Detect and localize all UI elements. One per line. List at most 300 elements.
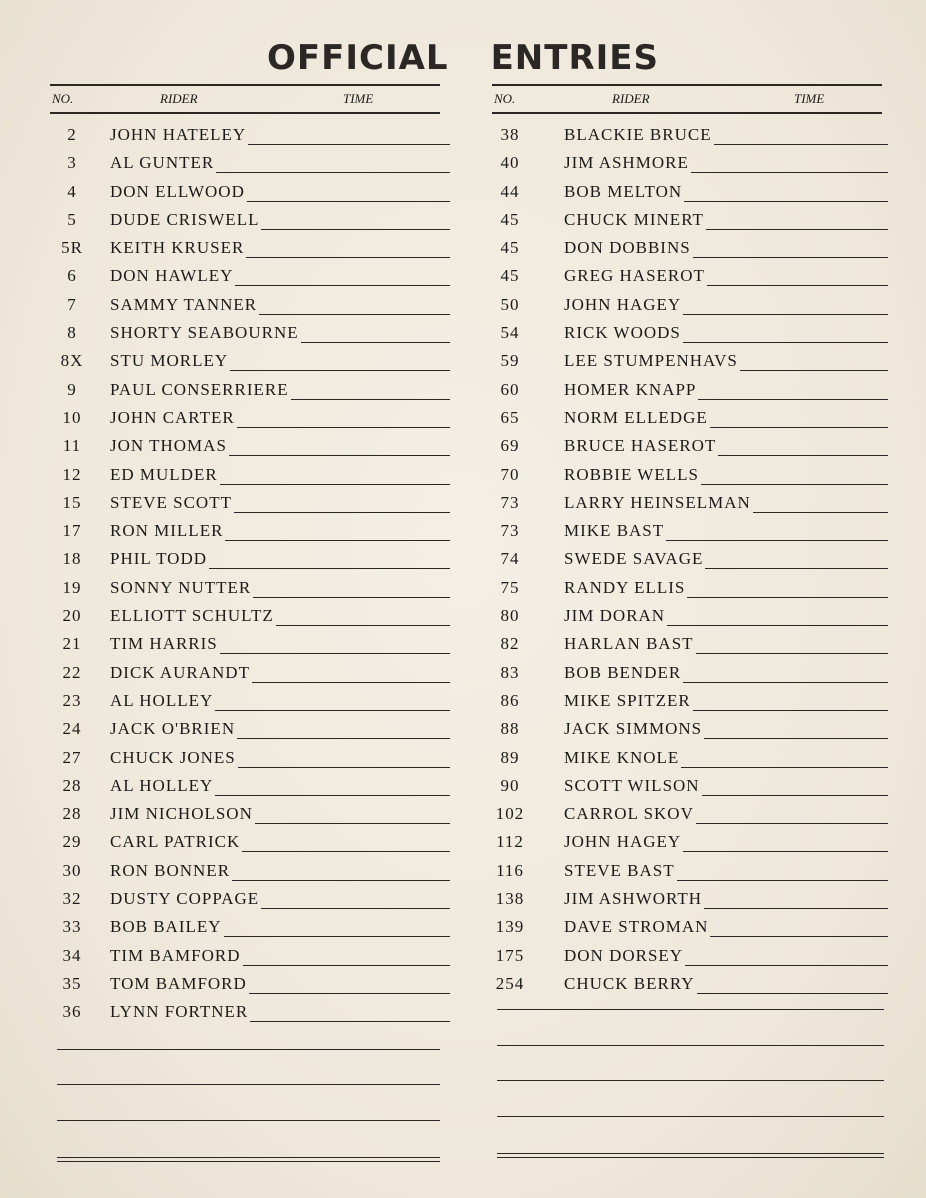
entry-line: [564, 832, 888, 852]
entry-line: [110, 210, 450, 230]
rider-name: GREG HASEROT: [564, 266, 705, 286]
entry-row: [492, 292, 882, 320]
time-blank: [681, 753, 888, 768]
entry-number: 33: [62, 917, 82, 937]
time-blank: [220, 639, 450, 654]
entry-number: 36: [62, 1002, 82, 1022]
time-blank: [220, 470, 450, 485]
entry-number: 80: [500, 606, 520, 626]
entry-line: [110, 408, 450, 428]
rider-name: STU MORLEY: [110, 351, 229, 371]
entry-number: 22: [62, 662, 82, 682]
entry-number: 28: [62, 804, 82, 824]
rider-name: AL HOLLEY: [110, 775, 214, 795]
entry-line: [110, 889, 450, 909]
entry-line: [110, 861, 450, 881]
entry-line: [564, 663, 888, 683]
entry-line: [110, 634, 450, 654]
rider-name: DON ELLWOOD: [110, 181, 245, 201]
time-blank: [685, 951, 888, 966]
header-rider: RIDER: [160, 91, 198, 106]
entry-row: [492, 631, 882, 659]
rider-name: PHIL TODD: [110, 549, 207, 569]
rider-name: CHUCK BERRY: [564, 973, 695, 993]
blank-entry-line: [57, 1084, 440, 1085]
time-blank: [702, 781, 888, 796]
entry-line: [110, 295, 450, 315]
rider-name: BLACKIE BRUCE: [564, 125, 712, 144]
entry-row: [50, 405, 440, 433]
entry-row: [50, 999, 440, 1027]
entry-number: 50: [500, 294, 520, 314]
entry-number: 138: [495, 889, 525, 909]
entry-row: [492, 801, 882, 829]
entry-line: [110, 1002, 450, 1022]
entry-number: 18: [62, 549, 82, 569]
entry-number: 86: [500, 690, 520, 710]
rider-name: SONNY NUTTER: [110, 577, 252, 597]
entry-line: [110, 974, 450, 994]
entry-row: [50, 886, 440, 914]
entry-number: 30: [62, 860, 82, 880]
rider-name: CARL PATRICK: [110, 832, 241, 852]
entry-row: [50, 603, 440, 631]
entry-row: [492, 490, 882, 518]
header-no: NO.: [494, 91, 516, 106]
time-blank: [687, 583, 888, 598]
time-blank: [253, 583, 450, 598]
entry-row: [50, 433, 440, 461]
rider-name: DICK AURANDT: [110, 662, 250, 682]
entry-line: [564, 465, 888, 485]
entry-number: 5R: [61, 238, 83, 258]
entry-line: [564, 889, 888, 909]
rider-name: JIM ASHMORE: [564, 153, 689, 173]
rider-name: JIM DORAN: [564, 606, 666, 626]
rider-name: SCOTT WILSON: [564, 775, 700, 795]
time-blank: [259, 300, 450, 315]
header-no: NO.: [52, 91, 74, 106]
time-blank: [704, 724, 888, 739]
entry-line: [564, 634, 888, 654]
entry-row: [492, 348, 882, 376]
rider-name: JIM ASHWORTH: [564, 889, 703, 909]
time-blank: [691, 158, 888, 173]
entry-row: [492, 716, 882, 744]
entry-number: 73: [500, 492, 520, 512]
entry-row: [50, 320, 440, 348]
time-blank: [696, 639, 888, 654]
entry-number: 10: [62, 407, 82, 427]
time-blank: [714, 130, 888, 145]
rider-name: STEVE BAST: [564, 860, 675, 880]
entry-row: [492, 745, 882, 773]
entry-line: [564, 719, 888, 739]
entry-row: [492, 150, 882, 178]
entry-number: 44: [500, 181, 520, 201]
entry-number: 65: [500, 407, 520, 427]
entries-column-left: [50, 84, 440, 1022]
entry-line: [564, 748, 888, 768]
rider-name: AL HOLLEY: [110, 690, 214, 710]
rider-name: BOB BENDER: [564, 662, 682, 682]
entry-number: 90: [500, 775, 520, 795]
entry-number: 69: [500, 436, 520, 456]
header-rider: RIDER: [612, 91, 650, 106]
entry-row: [492, 858, 882, 886]
entry-row: [50, 660, 440, 688]
time-blank: [242, 837, 450, 852]
time-blank: [261, 215, 450, 230]
entry-number: 9: [67, 379, 77, 399]
rider-name: RON MILLER: [110, 521, 224, 541]
rider-name: HARLAN BAST: [564, 634, 694, 654]
entries-list-left: [50, 122, 440, 1028]
double-rule: [57, 1157, 440, 1162]
time-blank: [215, 696, 450, 711]
entry-line: [110, 578, 450, 598]
entry-row: [50, 858, 440, 886]
rider-name: RANDY ELLIS: [564, 577, 686, 597]
rider-name: TOM BAMFORD: [110, 973, 247, 993]
column-header: [50, 84, 440, 114]
entry-row: [50, 546, 440, 574]
entry-row: [50, 235, 440, 263]
entry-row: [50, 179, 440, 207]
column-header: [492, 84, 882, 114]
entry-number: 8: [67, 323, 77, 343]
rider-name: MIKE KNOLE: [564, 747, 680, 767]
time-blank: [230, 356, 450, 371]
rider-name: DON HAWLEY: [110, 266, 234, 286]
entry-number: 3: [67, 153, 77, 173]
entry-line: [110, 521, 450, 541]
entry-line: [564, 182, 888, 202]
entry-line: [564, 946, 888, 966]
time-blank: [683, 668, 888, 683]
rider-name: DUDE CRISWELL: [110, 209, 260, 229]
entry-number: 23: [62, 690, 82, 710]
entry-row: [492, 263, 882, 291]
time-blank: [693, 243, 888, 258]
entry-row: [492, 179, 882, 207]
rider-name: JON THOMAS: [110, 436, 227, 456]
entry-line: [110, 465, 450, 485]
entry-row: [50, 292, 440, 320]
rider-name: JACK O'BRIEN: [110, 719, 236, 739]
rider-name: ROBBIE WELLS: [564, 464, 699, 484]
entry-line: [564, 266, 888, 286]
entry-row: [492, 235, 882, 263]
entry-number: 15: [62, 492, 82, 512]
entry-line: [564, 917, 888, 937]
rider-name: MIKE SPITZER: [564, 690, 691, 710]
entry-row: [492, 886, 882, 914]
rider-name: RICK WOODS: [564, 323, 681, 343]
entry-row: [492, 122, 882, 150]
entry-line: [564, 804, 888, 824]
entry-number: 32: [62, 889, 82, 909]
time-blank: [693, 696, 888, 711]
rider-name: DON DORSEY: [564, 945, 684, 965]
time-blank: [238, 753, 450, 768]
rider-name: SHORTY SEABOURNE: [110, 323, 299, 343]
title-word-official: OFFICIAL: [266, 38, 449, 78]
entry-row: [50, 829, 440, 857]
time-blank: [683, 300, 888, 315]
time-blank: [215, 781, 450, 796]
rider-name: BOB MELTON: [564, 181, 683, 201]
entry-line: [110, 436, 450, 456]
time-blank: [706, 215, 888, 230]
rider-name: BRUCE HASEROT: [564, 436, 717, 456]
entry-number: 83: [500, 662, 520, 682]
entry-line: [110, 266, 450, 286]
entry-number: 73: [500, 521, 520, 541]
time-blank: [237, 724, 450, 739]
entry-number: 82: [500, 634, 520, 654]
entry-line: [110, 153, 450, 173]
entry-number: 89: [500, 747, 520, 767]
rider-name: CHUCK MINERT: [564, 209, 704, 229]
entry-line: [110, 663, 450, 683]
entry-line: [110, 380, 450, 400]
entry-row: [492, 433, 882, 461]
rider-name: JOHN CARTER: [110, 407, 235, 427]
rider-name: SWEDE SAVAGE: [564, 549, 704, 569]
time-blank: [246, 243, 450, 258]
rider-name: LARRY HEINSELMAN: [564, 492, 751, 512]
entry-line: [564, 351, 888, 371]
entry-row: [50, 971, 440, 999]
time-blank: [684, 187, 888, 202]
rider-name: ED MULDER: [110, 464, 218, 484]
entry-number: 24: [62, 719, 82, 739]
entry-line: [110, 606, 450, 626]
time-blank: [237, 413, 450, 428]
entry-row: [50, 263, 440, 291]
rider-name: ELLIOTT SCHULTZ: [110, 606, 274, 626]
entry-row: [50, 745, 440, 773]
entry-line: [564, 380, 888, 400]
entry-row: [50, 490, 440, 518]
entry-line: [110, 719, 450, 739]
entry-line: [110, 748, 450, 768]
entry-number: 75: [500, 577, 520, 597]
entry-number: 7: [67, 294, 77, 314]
rider-name: BOB BAILEY: [110, 917, 222, 937]
entry-line: [110, 832, 450, 852]
entry-row: [50, 914, 440, 942]
entry-line: [110, 351, 450, 371]
entry-row: [50, 348, 440, 376]
time-blank: [667, 611, 888, 626]
entry-number: 4: [67, 181, 77, 201]
entry-number: 20: [62, 606, 82, 626]
rider-name: JOHN HAGEY: [564, 832, 682, 852]
time-blank: [701, 470, 888, 485]
entry-number: 139: [495, 917, 525, 937]
time-blank: [276, 611, 450, 626]
entry-number: 88: [500, 719, 520, 739]
time-blank: [697, 979, 889, 994]
entry-line: [564, 436, 888, 456]
entry-number: 6: [67, 266, 77, 286]
entry-line: [564, 776, 888, 796]
entry-row: [50, 943, 440, 971]
entry-row: [50, 518, 440, 546]
entry-row: [50, 575, 440, 603]
entry-row: [50, 801, 440, 829]
time-blank: [225, 526, 450, 541]
time-blank: [698, 385, 888, 400]
entry-number: 21: [62, 634, 82, 654]
blank-entry-line: [497, 1009, 884, 1010]
entry-row: [492, 829, 882, 857]
entry-row: [492, 943, 882, 971]
entry-line: [110, 804, 450, 824]
entry-line: [564, 549, 888, 569]
rider-name: LYNN FORTNER: [110, 1002, 249, 1022]
blank-entry-line: [57, 1120, 440, 1121]
time-blank: [261, 894, 450, 909]
time-blank: [710, 922, 888, 937]
entry-row: [50, 688, 440, 716]
entry-number: 28: [62, 775, 82, 795]
double-rule: [497, 1153, 884, 1158]
entry-row: [492, 914, 882, 942]
time-blank: [666, 526, 888, 541]
entry-number: 112: [496, 832, 524, 852]
time-blank: [710, 413, 888, 428]
time-blank: [704, 894, 888, 909]
rider-name: PAUL CONSERRIERE: [110, 379, 289, 399]
entry-line: [564, 493, 888, 513]
entry-row: [50, 150, 440, 178]
rider-name: RON BONNER: [110, 860, 231, 880]
entry-number: 254: [495, 973, 525, 993]
entry-line: [564, 153, 888, 173]
entry-number: 12: [62, 464, 82, 484]
rider-name: HOMER KNAPP: [564, 379, 697, 399]
time-blank: [235, 271, 450, 286]
entry-line: [110, 946, 450, 966]
entry-row: [50, 773, 440, 801]
entry-row: [492, 518, 882, 546]
entry-line: [564, 521, 888, 541]
entry-line: [564, 238, 888, 258]
rider-name: JOHN HAGEY: [564, 294, 682, 314]
time-blank: [740, 356, 888, 371]
rider-name: CHUCK JONES: [110, 747, 236, 767]
entry-row: [492, 773, 882, 801]
time-blank: [683, 328, 888, 343]
entry-line: [564, 606, 888, 626]
entry-number: 175: [495, 945, 525, 965]
entry-line: [564, 578, 888, 598]
entry-number: 8X: [60, 351, 84, 371]
entry-line: [564, 295, 888, 315]
rider-name: DON DOBBINS: [564, 238, 691, 258]
entry-line: [564, 974, 888, 994]
entry-row: [50, 377, 440, 405]
entry-row: [50, 462, 440, 490]
time-blank: [291, 385, 450, 400]
entry-line: [110, 917, 450, 937]
time-blank: [243, 951, 451, 966]
entry-row: [492, 377, 882, 405]
page-title: [0, 38, 926, 78]
time-blank: [255, 809, 450, 824]
time-blank: [252, 668, 450, 683]
rider-name: DAVE STROMAN: [564, 917, 709, 937]
blank-entry-line: [57, 1049, 440, 1050]
entry-row: [492, 462, 882, 490]
entry-line: [564, 861, 888, 881]
time-blank: [209, 554, 450, 569]
time-blank: [753, 498, 888, 513]
rider-name: CARROL SKOV: [564, 804, 694, 824]
entry-number: 45: [500, 238, 520, 258]
entry-line: [110, 776, 450, 796]
entry-number: 70: [500, 464, 520, 484]
entries-column-right: [492, 84, 882, 993]
entry-number: 45: [500, 266, 520, 286]
entry-number: 35: [62, 973, 82, 993]
entry-line: [110, 238, 450, 258]
entry-line: [110, 549, 450, 569]
entry-line: [110, 323, 450, 343]
rider-name: NORM ELLEDGE: [564, 407, 708, 427]
entry-line: [110, 182, 450, 202]
time-blank: [718, 441, 888, 456]
time-blank: [229, 441, 450, 456]
entry-number: 40: [500, 153, 520, 173]
entry-row: [50, 122, 440, 150]
entry-number: 74: [500, 549, 520, 569]
rider-name: MIKE BAST: [564, 521, 665, 541]
entry-row: [492, 405, 882, 433]
time-blank: [683, 837, 888, 852]
entry-row: [492, 575, 882, 603]
title-word-entries: ENTRIES: [490, 38, 659, 78]
time-blank: [707, 271, 888, 286]
entry-number: 54: [500, 323, 520, 343]
entry-row: [50, 207, 440, 235]
entry-row: [492, 688, 882, 716]
entry-row: [50, 631, 440, 659]
entry-number: 38: [500, 125, 520, 144]
entry-number: 60: [500, 379, 520, 399]
time-blank: [232, 866, 450, 881]
entry-row: [50, 716, 440, 744]
header-time: TIME: [794, 91, 825, 106]
rider-name: KEITH KRUSER: [110, 238, 245, 258]
time-blank: [216, 158, 450, 173]
entry-row: [492, 320, 882, 348]
entry-number: 29: [62, 832, 82, 852]
time-blank: [248, 130, 450, 145]
rider-name: LEE STUMPENHAVS: [564, 351, 738, 371]
entry-number: 59: [500, 351, 520, 371]
time-blank: [247, 187, 450, 202]
rider-name: JIM NICHOLSON: [110, 804, 253, 824]
entry-number: 17: [62, 521, 82, 541]
rider-name: AL GUNTER: [110, 153, 215, 173]
entry-line: [564, 323, 888, 343]
time-blank: [224, 922, 450, 937]
rider-name: SAMMY TANNER: [110, 294, 258, 314]
